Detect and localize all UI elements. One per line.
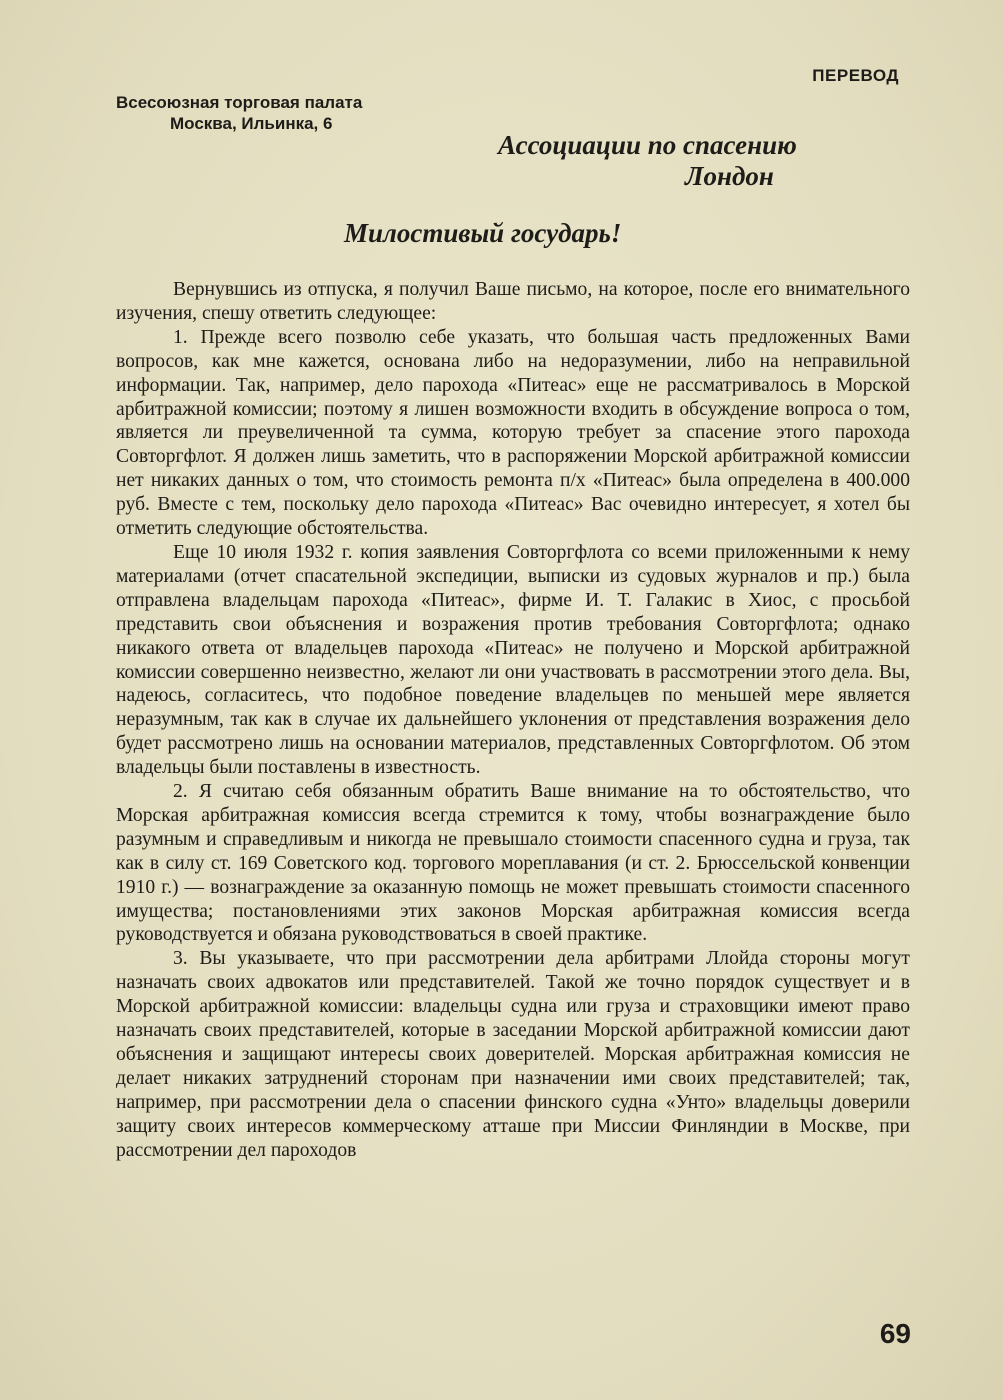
page-number: 69 xyxy=(879,1318,911,1349)
letter-body xyxy=(116,278,910,1163)
addressee-city: Лондон xyxy=(685,161,774,191)
paragraph: Еще 10 июля 1932 г. копия заявления Совторгфлота со всеми приложенными к нему материалами (отчет спасательной экспедиции, выписки из судовых журналов и пр.) была отправлена владельцам парохода «Питеас», фирме И. Т. Галакис в Хиос, с просьбой представить свои объяснения и возражения против требования Совторгфлота; однако никакого ответа от владельцев парохода «Питеас» не получено и Морской арбитражной комиссии совершенно неизвестно, желают ли они участвовать в рассмотрении этого дела. Вы, надеюсь, согласитесь, что подобное поведение владельцев по меньшей мере является неразумным, так как в случае их дальнейшего уклонения от представления возражения дело будет рассмотрено лишь на основании материалов, представленных Совторгфлотом. Об этом владельцы были поставлены в известность. xyxy=(116,541,910,779)
addressee-block xyxy=(480,130,860,192)
sender-address: Москва, Ильинка, 6 xyxy=(170,114,333,133)
paragraph: 3. Вы указываете, что при рассмотрении дела арбитрами Ллойда стороны могут назначать своих адвокатов или представителей. Такой же точно порядок существует и в Морской арбитражной комиссии: владельцы судна или груза и страховщики имеют право назначать своих представителей, которые в заседании Морской арбитражной комиссии дают объяснения и защищают интересы своих доверителей. Морская арбитражная комиссия не делает никаких затруднений сторонам при назначении ими своих представителей; так, например, при рассмотрении дела о спасении финского судна «Унто» владельцы доверили защиту своих интересов коммерческому атташе при Миссии Финляндии в Москве, при рассмотрении дел пароходов xyxy=(116,948,910,1161)
salutation: Милостивый государь! xyxy=(344,218,622,248)
translation-label: ПЕРЕВОД xyxy=(812,66,899,85)
sender-block xyxy=(116,92,362,134)
sender-organization: Всесоюзная торговая палата xyxy=(116,93,363,112)
paragraph: 2. Я считаю себя обязанным обратить Ваше внимание на то обстоятельство, что Морская арбитражная комиссия всегда стремится к тому, чтобы вознаграждение было разумным и справедливым и никогда не превышало стоимости спасенного судна и груза, так как в силу ст. 169 Советского код. торгового мореплавания (и ст. 2. Брюссельской конвенции 1910 г.) — вознаграждение за оказанную помощь не может превышать стоимости спасенного имущества; постановлениями этих законов Морская арбитражная комиссия всегда руководствуется и обязана руководствоваться в своей практике. xyxy=(116,781,910,946)
addressee-name: Ассоциации по спасению xyxy=(498,130,797,160)
paragraph: 1. Прежде всего позволю себе указать, что большая часть предложенных Вами вопросов, как мне кажется, основана либо на недоразумении, либо на неправильной информации. Так, например, дело парохода «Питеас» еще не рассматривалось в Морской арбитражной комиссии; поэтому я лишен возможности входить в обсуждение вопроса о том, является ли преувеличенной та сумма, которую требует за спасение этого парохода Совторгфлот. Я должен лишь заметить, что в распоряжении Морской арбитражной комиссии нет никаких данных о том, что стоимость ремонта п/х «Питеас» была определена в 400.000 руб. Вместе с тем, поскольку дело парохода «Питеас» Вас очевидно интересует, я хотел бы отметить следующие обстоятельства. xyxy=(116,326,910,540)
paragraph: Вернувшись из отпуска, я получил Ваше письмо, на которое, после его внимательного изучения, спешу ответить следующее: xyxy=(116,279,910,324)
